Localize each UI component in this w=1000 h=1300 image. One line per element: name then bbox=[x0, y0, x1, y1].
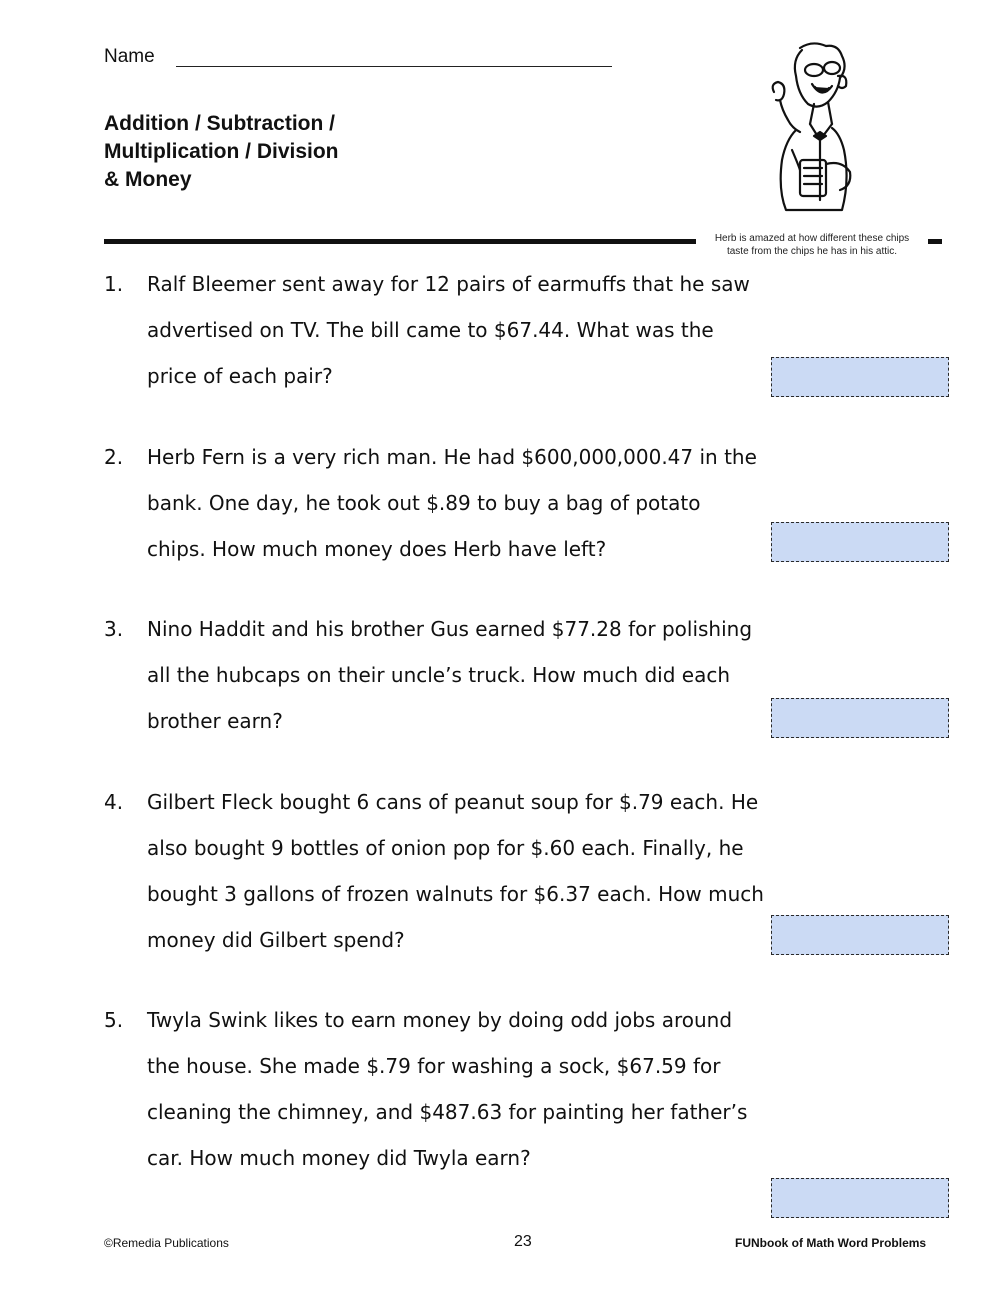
problem-number: 2. bbox=[104, 445, 124, 469]
book-title: FUNbook of Math Word Problems bbox=[735, 1236, 927, 1250]
herb-eating-chips-illustration bbox=[752, 40, 872, 230]
answer-box[interactable] bbox=[771, 698, 949, 738]
problem-item bbox=[104, 261, 764, 399]
title-rule-left bbox=[104, 239, 696, 244]
problem-text: Nino Haddit and his brother Gus earned $77.28 for polishing all the hubcaps on their uncle’s truck. How much did each brother earn? bbox=[147, 617, 753, 733]
problem-item bbox=[104, 779, 764, 963]
problem-item bbox=[104, 997, 764, 1181]
problem-text: Herb Fern is a very rich man. He had $600,000,000.47 in the bank. One day, he took out $.89 to buy a bag of potato chips. How much money does Herb have left? bbox=[147, 445, 757, 561]
topic-line: Multiplication / Division bbox=[104, 140, 339, 163]
topic-heading bbox=[104, 110, 339, 194]
image-caption bbox=[696, 232, 928, 258]
caption-line: Herb is amazed at how different these chips bbox=[714, 233, 910, 244]
problem-item bbox=[104, 434, 764, 572]
answer-box[interactable] bbox=[771, 357, 949, 397]
problem-item bbox=[104, 606, 764, 744]
title-rule-right bbox=[928, 239, 942, 244]
topic-line: Addition / Subtraction / bbox=[104, 112, 335, 135]
answer-box[interactable] bbox=[771, 522, 949, 562]
topic-line: & Money bbox=[104, 168, 192, 191]
name-label: Name bbox=[104, 46, 155, 67]
answer-box[interactable] bbox=[771, 1178, 949, 1218]
problem-number: 1. bbox=[104, 272, 124, 296]
problem-number: 4. bbox=[104, 790, 124, 814]
publisher-credit: ©Remedia Publications bbox=[104, 1236, 229, 1250]
name-line[interactable] bbox=[176, 66, 612, 67]
page-number: 23 bbox=[514, 1233, 532, 1250]
problem-text: Ralf Bleemer sent away for 12 pairs of earmuffs that he saw advertised on TV. The bill came to $67.44. What was the price of each pair? bbox=[147, 272, 750, 388]
problem-number: 3. bbox=[104, 617, 124, 641]
caption-line: taste from the chips he has in his attic. bbox=[726, 246, 898, 257]
problem-text: Twyla Swink likes to earn money by doing odd jobs around the house. She made $.79 for washing a sock, $67.59 for cleaning the chimney, and $487.63 for painting her father’s car. How much money did Twyla earn? bbox=[147, 1008, 748, 1170]
problem-number: 5. bbox=[104, 1008, 124, 1032]
problem-text: Gilbert Fleck bought 6 cans of peanut soup for $.79 each. He also bought 9 bottles of onion pop for $.60 each. Finally, he bought 3 gallons of frozen walnuts for $6.37 each. How much money did Gilbert spend? bbox=[147, 790, 764, 952]
answer-box[interactable] bbox=[771, 915, 949, 955]
